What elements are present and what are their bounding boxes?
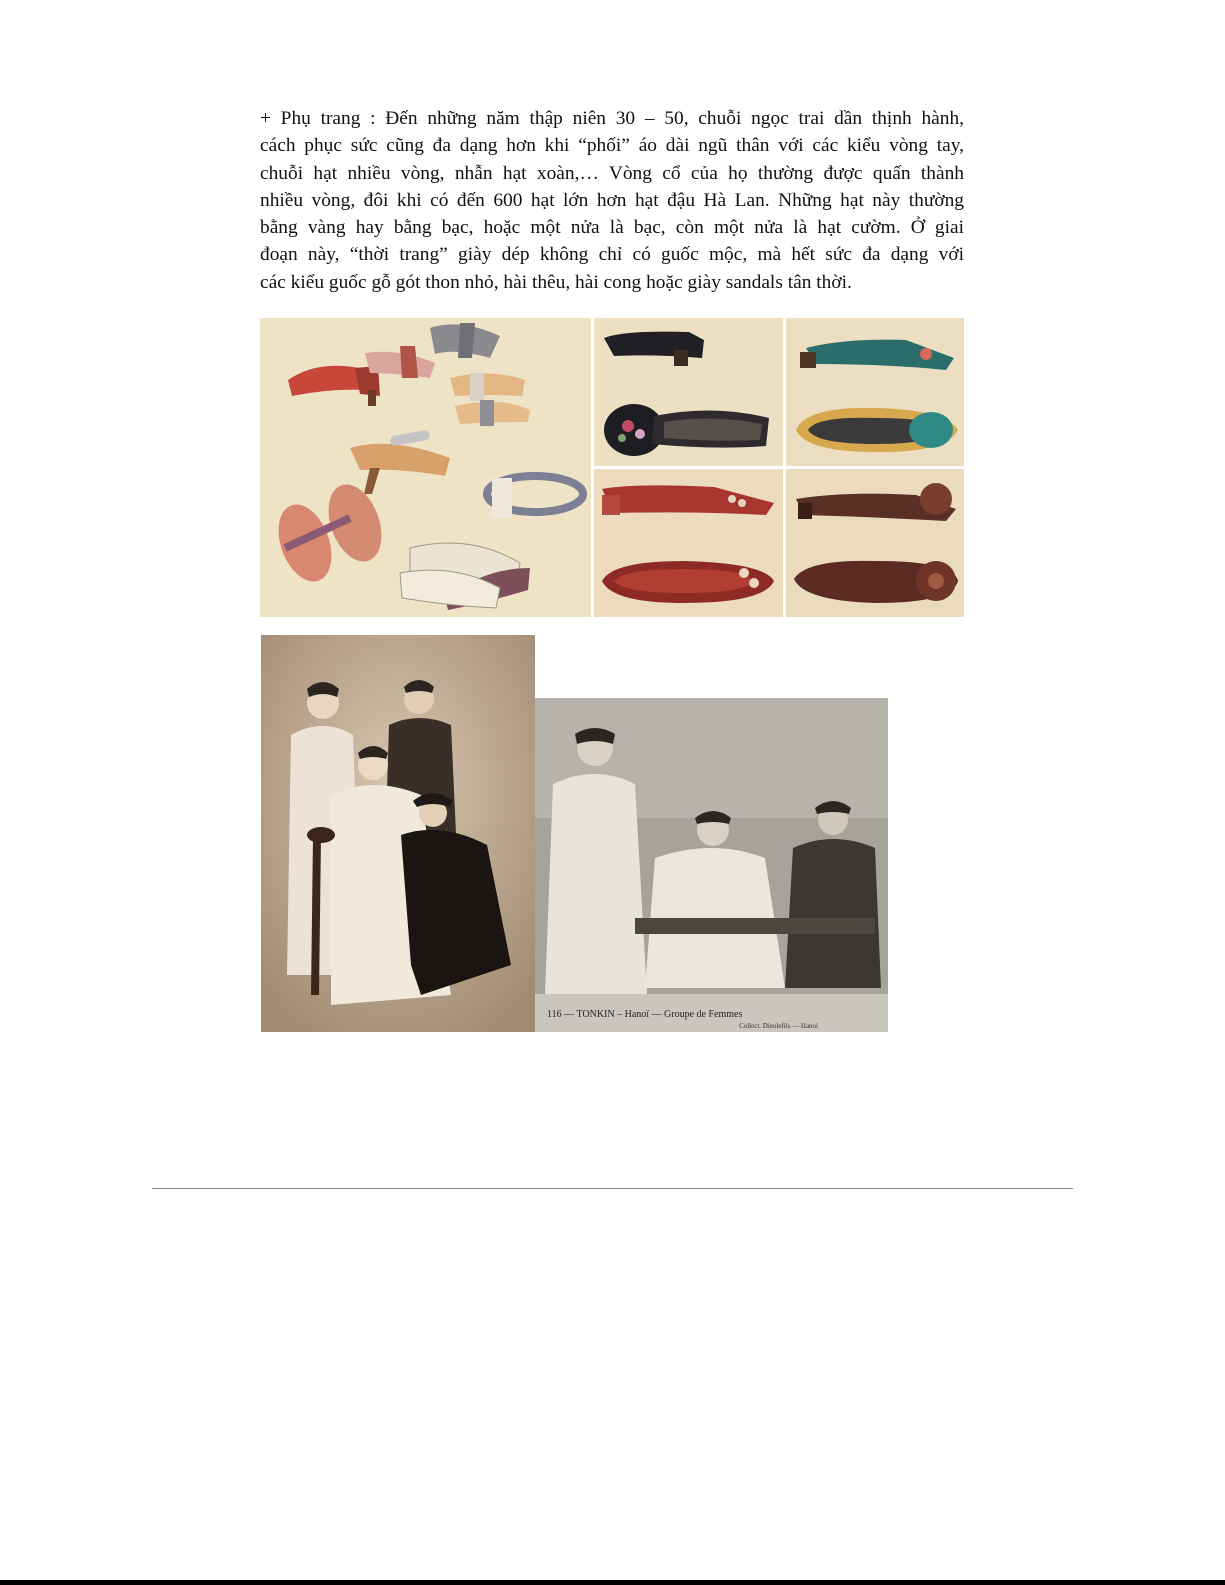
paragraph-line: bằng vàng hay bằng bạc, hoặc một nửa là bạc, còn một nửa là hạt cườm. Ở giai: [260, 217, 964, 239]
paragraph-line: nhiều vòng, đôi khi có đến 600 hạt lớn hơn hạt đậu Hà Lan. Những hạt này thường: [260, 189, 964, 211]
paragraph-line: đoạn này, “thời trang” giày dép không chỉ có guốc mộc, mà hết sức đa dạng với: [260, 244, 964, 266]
postcard-caption: 116 — TONKIN – Hanoï — Groupe de Femmes: [547, 1009, 743, 1020]
red-slipper-image: [594, 469, 783, 617]
black-slipper-image: [594, 318, 783, 466]
tonkin-postcard-photo: [535, 698, 888, 1032]
four-women-photo: [261, 635, 535, 1032]
paragraph-line: cách phục sức cũng đa dạng hơn khi “phối” áo dài ngũ thân với các kiểu vòng tay,: [260, 135, 964, 157]
page-divider: [152, 1188, 1073, 1189]
paragraph-line: + Phụ trang : Đến những năm thập niên 30 – 50, chuỗi ngọc trai dần thịnh hành,: [260, 108, 964, 129]
page-bottom-edge: [0, 1580, 1225, 1585]
green-slipper-image: [786, 318, 964, 466]
body-paragraph: [260, 105, 964, 296]
postcard-credit: Collect. Dieulefils — Hanoi: [739, 1022, 818, 1030]
shoes-sketch-image: [260, 318, 591, 617]
paragraph-line: các kiểu guốc gỗ gót thon nhỏ, hài thêu, hài cong hoặc giày sandals tân thời.: [260, 271, 852, 293]
paragraph-line: chuỗi hạt nhiều vòng, nhẫn hạt xoàn,… Vòng cổ của họ thường được quấn thành: [260, 162, 964, 184]
brown-slipper-image: [786, 469, 964, 617]
